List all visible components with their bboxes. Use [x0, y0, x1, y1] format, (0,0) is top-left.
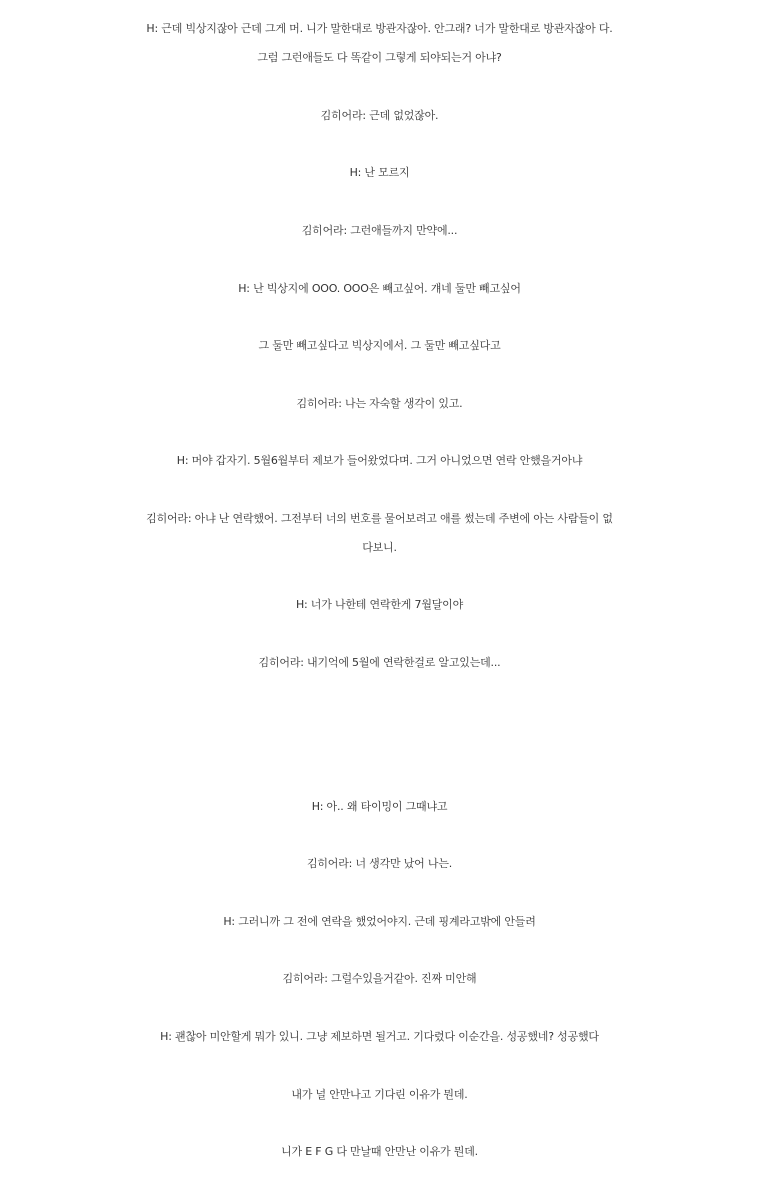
transcript-line: 내가 널 안만나고 기다린 이유가 뭔데. — [291, 1088, 468, 1101]
transcript-line: H: 괜찮아 미안할게 뭐가 있니. 그냥 제보하면 될거고. 기다렸다 이순간을. 성공했네? 성공했다 — [160, 1030, 599, 1043]
transcript-line: 김히어라: 나는 자숙할 생각이 있고. — [296, 397, 463, 410]
transcript-line: H: 머야 갑자기. 5월6월부터 제보가 들어왔었다며. 그거 아니었으면 연락 안했을거아냐 — [176, 454, 583, 467]
transcript-line: 김히어라: 근데 없었잖아. — [320, 109, 439, 122]
transcript-line: H: 그러니까 그 전에 연락을 했었어야지. 근데 핑계라고밖에 안들려 — [223, 915, 536, 928]
transcript-line: 그 둘만 빼고싶다고 빅상지에서. 그 둘만 빼고싶다고 — [258, 339, 501, 352]
transcript-line: 김히어라: 그런애들까지 만약에... — [301, 224, 458, 237]
transcript-line: H: 아.. 왜 타이밍이 그때냐고 — [311, 800, 448, 813]
transcript-line: 니가 E F G 다 만날때 안만난 이유가 뭔데. — [281, 1145, 478, 1158]
transcript-line: 김히어라: 아냐 난 연락했어. 그전부터 너의 번호를 물어보려고 애를 썼는데 주변에 아는 사람들이 없 — [146, 512, 613, 525]
transcript-line: H: 근데 빅상지잖아 근데 그게 머. 니가 말한대로 방관자잖아. 안그래? 너가 말한대로 방관자잖아 다. — [146, 22, 613, 35]
transcript-line: 김히어라: 너 생각만 났어 나는. — [306, 857, 453, 870]
transcript-line: 그럼 그런애들도 다 똑같이 그렇게 되야되는거 아냐? — [257, 51, 502, 64]
transcript-line: H: 난 모르지 — [349, 166, 410, 179]
transcript-line: H: 너가 나한테 연락한게 7월달이야 — [295, 598, 464, 611]
transcript-line: 다보니. — [362, 541, 397, 554]
transcript-line: 김히어라: 내기억에 5월에 연락한걸로 알고있는데... — [258, 656, 501, 669]
transcript-line: 김히어라: 그럴수있을거같아. 진짜 미안해 — [282, 972, 477, 985]
transcript-line: H: 난 빅상지에 OOO. OOO은 빼고싶어. 걔네 둘만 빼고싶어 — [238, 282, 521, 295]
